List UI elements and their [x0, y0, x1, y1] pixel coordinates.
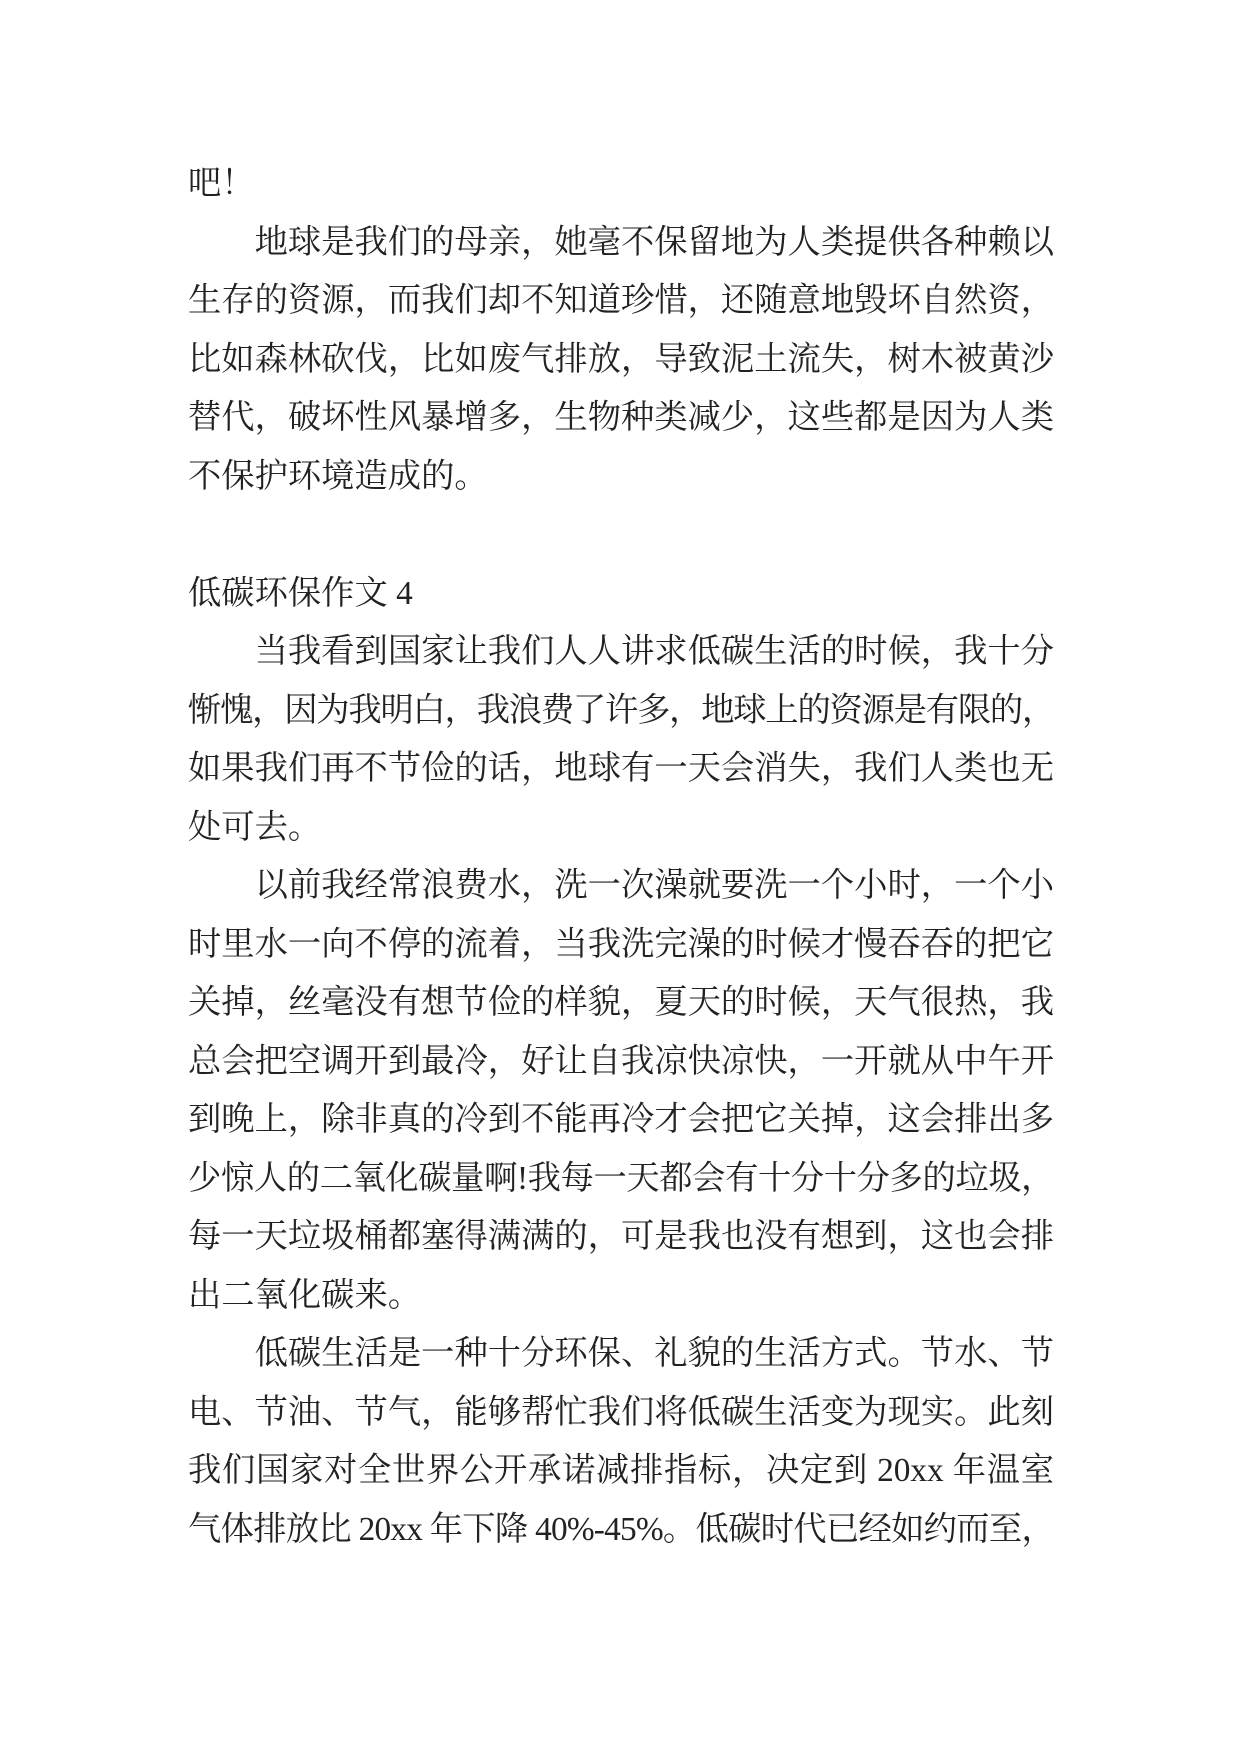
text-line: 低碳生活是一种十分环保、礼貌的生活方式。节水、节	[254, 1335, 1054, 1372]
text-line: 关掉，丝毫没有想节俭的样貌，夏天的时候，天气很热，我	[188, 984, 1054, 1021]
text-line: 少惊人的二氧化碳量啊!我每一天都会有十分十分多的垃圾，	[188, 1159, 1054, 1197]
essay-title: 低碳环保作文 4	[188, 574, 413, 612]
text-line: 当我看到国家让我们人人讲求低碳生活的时候，我十分	[254, 633, 1054, 670]
continued-paragraph	[188, 155, 1054, 214]
text-line: 到晚上，除非真的冷到不能再冷才会把它关掉，这会排出多	[188, 1101, 1054, 1138]
text-line: 总会把空调开到最冷，好让自我凉快凉快，一开就从中午开	[188, 1042, 1054, 1080]
text-line: 比如森林砍伐，比如废气排放，导致泥土流失，树木被黄沙	[188, 340, 1054, 378]
text-line: 生存的资源，而我们却不知道珍惜，还随意地毁坏自然资，	[188, 282, 1054, 319]
text-line: 不保护环境造成的。	[188, 457, 488, 495]
text-line: 以前我经常浪费水，洗一次澡就要洗一个小时，一个小	[254, 867, 1054, 904]
text-line: 我们国家对全世界公开承诺减排指标，决定到 20xx 年温室	[188, 1452, 1054, 1489]
paragraph	[188, 1325, 1054, 1559]
text-line: 电、节油、节气，能够帮忙我们将低碳生活变为现实。此刻	[188, 1393, 1054, 1431]
document-body	[188, 155, 1054, 1559]
blank-line	[188, 506, 1054, 565]
text-line: 地球是我们的母亲，她毫不保留地为人类提供各种赖以	[254, 223, 1054, 261]
text-line: 吧！	[188, 165, 255, 202]
paragraph	[188, 623, 1054, 857]
paragraph	[188, 214, 1054, 507]
text-line: 出二氧化碳来。	[188, 1276, 422, 1314]
paragraph	[188, 857, 1054, 1325]
text-line: 时里水一向不停的流着，当我洗完澡的时候才慢吞吞的把它	[188, 925, 1054, 963]
text-line: 处可去。	[188, 808, 322, 846]
text-line: 气体排放比 20xx 年下降 40%-45%。低碳时代已经如约而至，	[188, 1510, 1054, 1548]
text-line: 惭愧，因为我明白，我浪费了许多，地球上的资源是有限的，	[188, 691, 1054, 729]
text-line: 如果我们再不节俭的话，地球有一天会消失，我们人类也无	[188, 750, 1054, 787]
text-line: 替代，破坏性风暴增多，生物种类减少，这些都是因为人类	[188, 399, 1054, 436]
text-line: 每一天垃圾桶都塞得满满的，可是我也没有想到，这也会排	[188, 1218, 1054, 1255]
